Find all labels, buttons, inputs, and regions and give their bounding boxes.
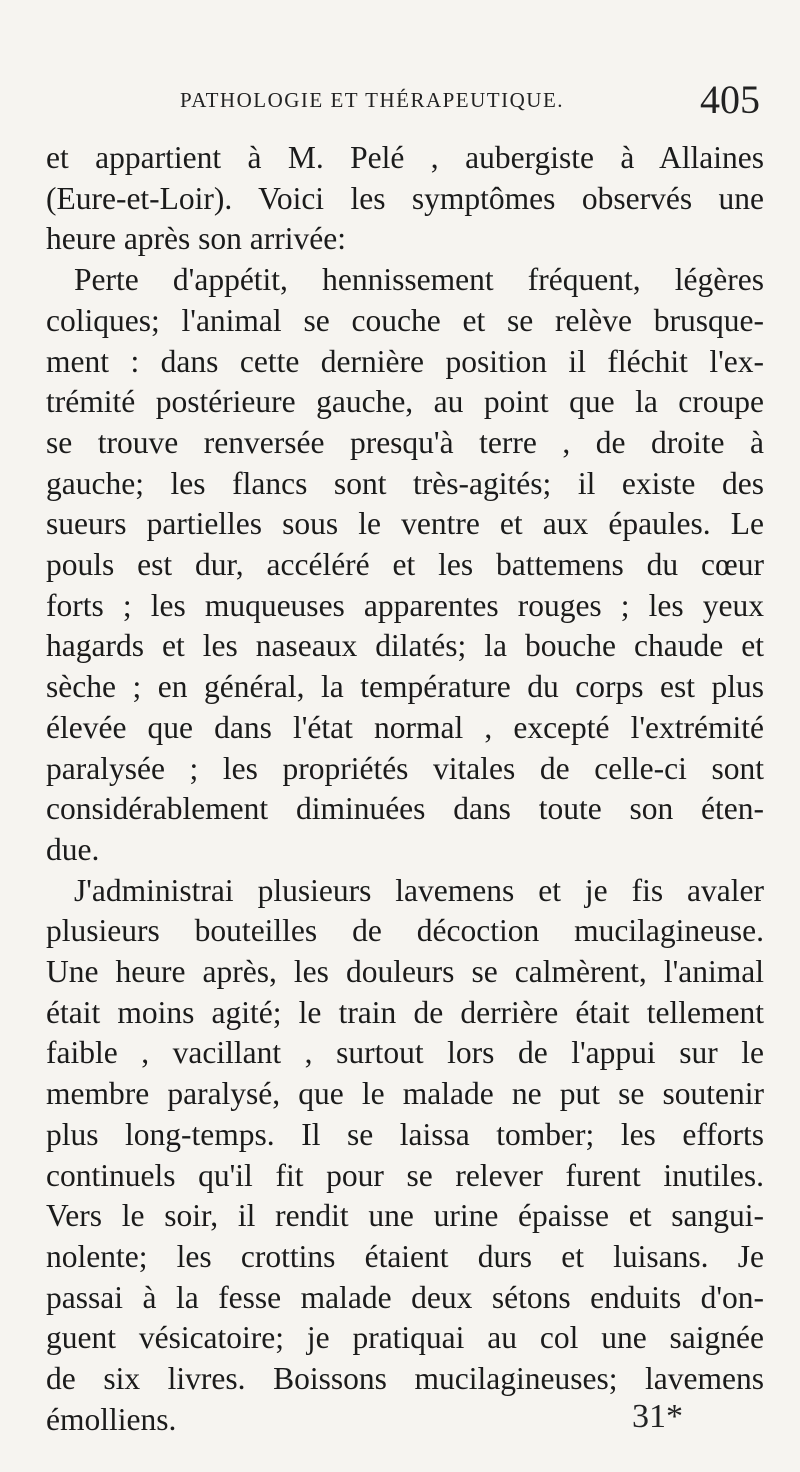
signature-mark: 31* bbox=[632, 1398, 683, 1435]
text-line: Perte d'appétit, hennissement fréquent, légères bbox=[74, 262, 764, 298]
text-line: trémité postérieure gauche, au point que la croupe bbox=[46, 384, 764, 420]
text-line: faible , vacillant , surtout lors de l'appui sur le bbox=[46, 1035, 764, 1071]
text-line: était moins agité; le train de derrière était tellement bbox=[46, 994, 764, 1030]
text-line: gauche; les flancs sont très-agités; il existe des bbox=[46, 465, 764, 501]
text-line: due. bbox=[46, 831, 100, 867]
text-line: heure après son arrivée: bbox=[46, 221, 346, 257]
running-title: PATHOLOGIE ET THÉRAPEUTIQUE. bbox=[180, 88, 565, 112]
text-line: guent vésicatoire; je pratiquai au col une saignée bbox=[46, 1320, 764, 1356]
text-line: considérablement diminuées dans toute son éten- bbox=[46, 791, 764, 827]
text-line: se trouve renversée presqu'à terre , de droite à bbox=[46, 424, 764, 460]
text-line: pouls est dur, accéléré et les battemens du cœur bbox=[46, 547, 764, 583]
text-line: ment : dans cette dernière position il fléchit l'ex- bbox=[46, 343, 764, 379]
text-line: paralysée ; les propriétés vitales de celle-ci sont bbox=[46, 750, 764, 786]
text-line: passai à la fesse malade deux sétons enduits d'on- bbox=[46, 1279, 764, 1315]
text-line: nolente; les crottins étaient durs et luisans. Je bbox=[46, 1238, 764, 1274]
text-line: émolliens. bbox=[46, 1401, 177, 1437]
text-line: de six livres. Boissons mucilagineuses; lavemens bbox=[46, 1361, 764, 1397]
text-line: coliques; l'animal se couche et se relève brusque- bbox=[46, 302, 764, 338]
text-line: sueurs partielles sous le ventre et aux épaules. Le bbox=[46, 506, 764, 542]
text-line: élevée que dans l'état normal , excepté l'extrémité bbox=[46, 709, 764, 745]
text-line: (Eure-et-Loir). Voici les symptômes observés une bbox=[46, 180, 764, 216]
text-line: hagards et les naseaux dilatés; la bouche chaude et bbox=[46, 628, 764, 664]
text-line: Vers le soir, il rendit une urine épaisse et sangui- bbox=[46, 1198, 764, 1234]
page-number: 405 bbox=[700, 77, 760, 122]
text-line: plus long-temps. Il se laissa tomber; les efforts bbox=[46, 1116, 764, 1152]
text-line: et appartient à M. Pelé , aubergiste à Allaines bbox=[46, 140, 764, 175]
text-line: J'administrai plusieurs lavemens et je fis avaler bbox=[74, 872, 764, 908]
text-line: forts ; les muqueuses apparentes rouges ; les yeux bbox=[46, 587, 764, 623]
text-line: continuels qu'il fit pour se relever furent inutiles. bbox=[46, 1157, 764, 1193]
body-text bbox=[46, 138, 764, 1441]
text-line: sèche ; en général, la température du corps est plus bbox=[46, 669, 764, 705]
text-line: Une heure après, les douleurs se calmèrent, l'animal bbox=[46, 954, 764, 990]
text-line: membre paralysé, que le malade ne put se soutenir bbox=[46, 1076, 764, 1112]
text-line: plusieurs bouteilles de décoction mucilagineuse. bbox=[46, 913, 764, 949]
